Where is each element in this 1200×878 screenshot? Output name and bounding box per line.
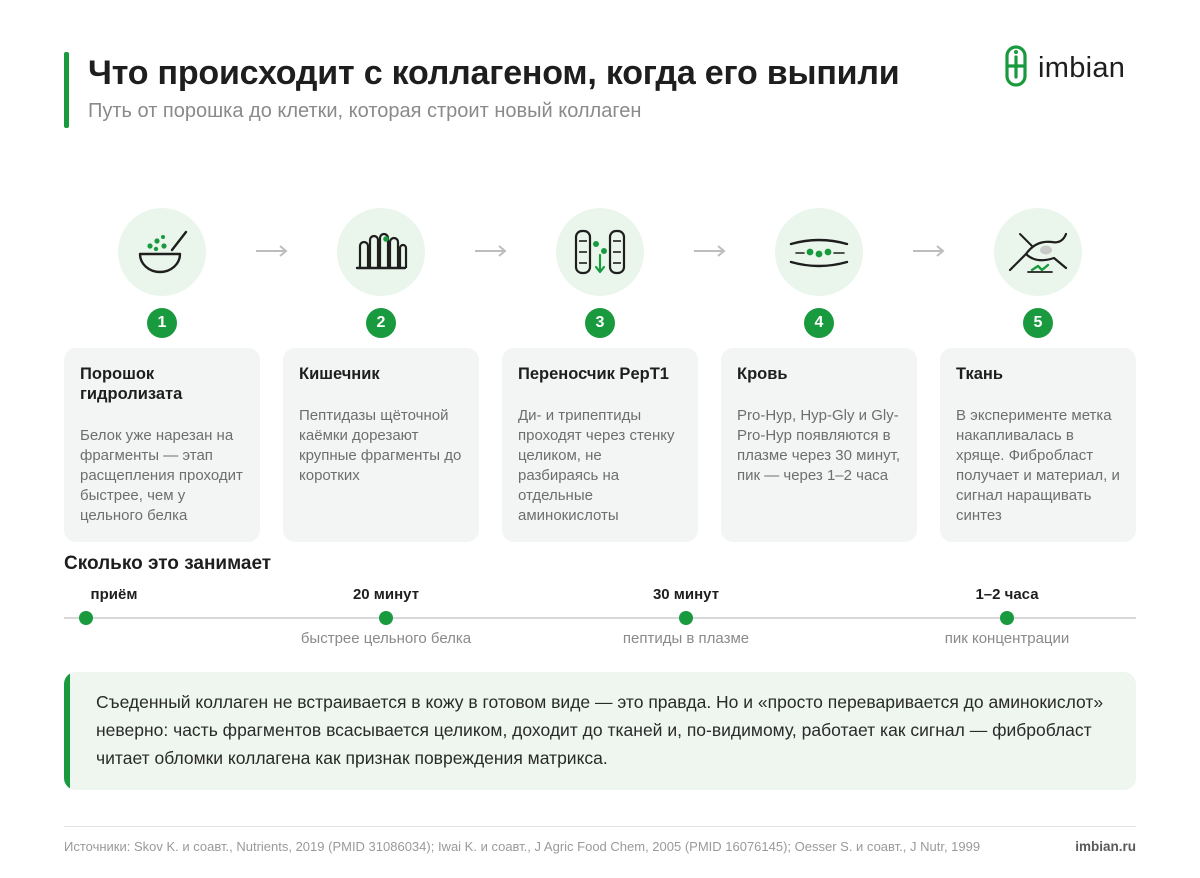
brand-logo[interactable] (1004, 46, 1125, 90)
timeline-label: 20 минут (352, 586, 420, 603)
timeline-caption: пик концентрации (944, 630, 1070, 647)
timeline-point-1-2h (1000, 611, 1014, 625)
header-accent-bar (64, 52, 69, 128)
step-card-title: Переносчик PepT1 (518, 365, 669, 383)
note-text: Съеденный коллаген не встраивается в кожу в готовом виде — это правда. Но и «просто переваривается до аминокислот» неверно: часть фрагментов всасывается целиком, доходит до тканей и, по-видимому, работает как сигнал — фибробласт читает обломки коллагена как признак повреждения матрикса. (96, 692, 1104, 768)
timeline-caption: быстрее цельного белка (300, 630, 472, 647)
step-number-4: 4 (804, 308, 834, 338)
arrow-right-icon (254, 244, 290, 258)
arrow-right-icon (473, 244, 509, 258)
blood-vessel-icon (775, 208, 863, 296)
note-accent-bar (64, 672, 70, 790)
step-card-text: Pro-Hyp, Hyp-Gly и Gly-Pro-Hyp появляются в плазме через 30 минут, пик — через 1–2 часа (737, 407, 901, 484)
step-card-text: Пептидазы щёточной каёмки дорезают крупные фрагменты до коротких (299, 407, 462, 484)
step-card-text: В эксперименте метка накапливалась в хряще. Фибробласт получает и материал, и сигнал наращивать синтез (956, 407, 1120, 524)
step-card-text: Белок уже нарезан на фрагменты — этап расщепления проходит быстрее, чем у цельного белка (80, 427, 243, 524)
step-card-title: Кровь (737, 365, 788, 383)
step-card-powder (64, 348, 260, 542)
step-card-tissue (940, 348, 1136, 542)
bowl-spoon-icon (118, 208, 206, 296)
timing-section-title: Сколько это занимает (64, 553, 272, 574)
intestinal-villi-icon (337, 208, 425, 296)
step-card-text: Ди- и трипептиды проходят через стенку целиком, не разбираясь на отдельные аминокислоты (518, 407, 675, 524)
summary-note (64, 672, 1136, 790)
timeline-label: 1–2 часа (975, 586, 1039, 603)
timeline-point-intake (79, 611, 93, 625)
step-number-2: 2 (366, 308, 396, 338)
timeline-label: 30 минут (652, 586, 720, 603)
step-card-transporter (502, 348, 698, 542)
timeline-axis (64, 617, 1136, 619)
timeline-caption: пептиды в плазме (622, 630, 750, 647)
step-card-blood (721, 348, 917, 542)
step-number-3: 3 (585, 308, 615, 338)
arrow-right-icon (911, 244, 947, 258)
fibroblast-cell-icon (994, 208, 1082, 296)
membrane-transporter-icon (556, 208, 644, 296)
timeline-point-20min (379, 611, 393, 625)
capsule-logo-icon (1004, 45, 1028, 92)
arrow-right-icon (692, 244, 728, 258)
step-card-title: Кишечник (299, 365, 380, 383)
timeline-point-30min (679, 611, 693, 625)
timeline-label: приём (90, 586, 138, 603)
site-link[interactable]: imbian.ru (1075, 839, 1136, 854)
brand-name: imbian (1038, 51, 1126, 84)
page-title: Что происходит с коллагеном, когда его выпили (88, 54, 900, 92)
sources-text: Источники: Skov K. и соавт., Nutrients, 2019 (PMID 31086034); Iwai K. и соавт., J Agric Food Chem, 2005 (PMID 16076145); Oesser S. и соавт., J Nutr, 1999 (64, 839, 981, 854)
footer-divider (64, 826, 1136, 827)
page-subtitle: Путь от порошка до клетки, которая строит новый коллаген (88, 100, 642, 122)
step-card-intestine (283, 348, 479, 542)
step-card-title: Порошок гидролизата (80, 365, 183, 403)
step-card-title: Ткань (956, 365, 1003, 383)
step-number-1: 1 (147, 308, 177, 338)
step-number-5: 5 (1023, 308, 1053, 338)
